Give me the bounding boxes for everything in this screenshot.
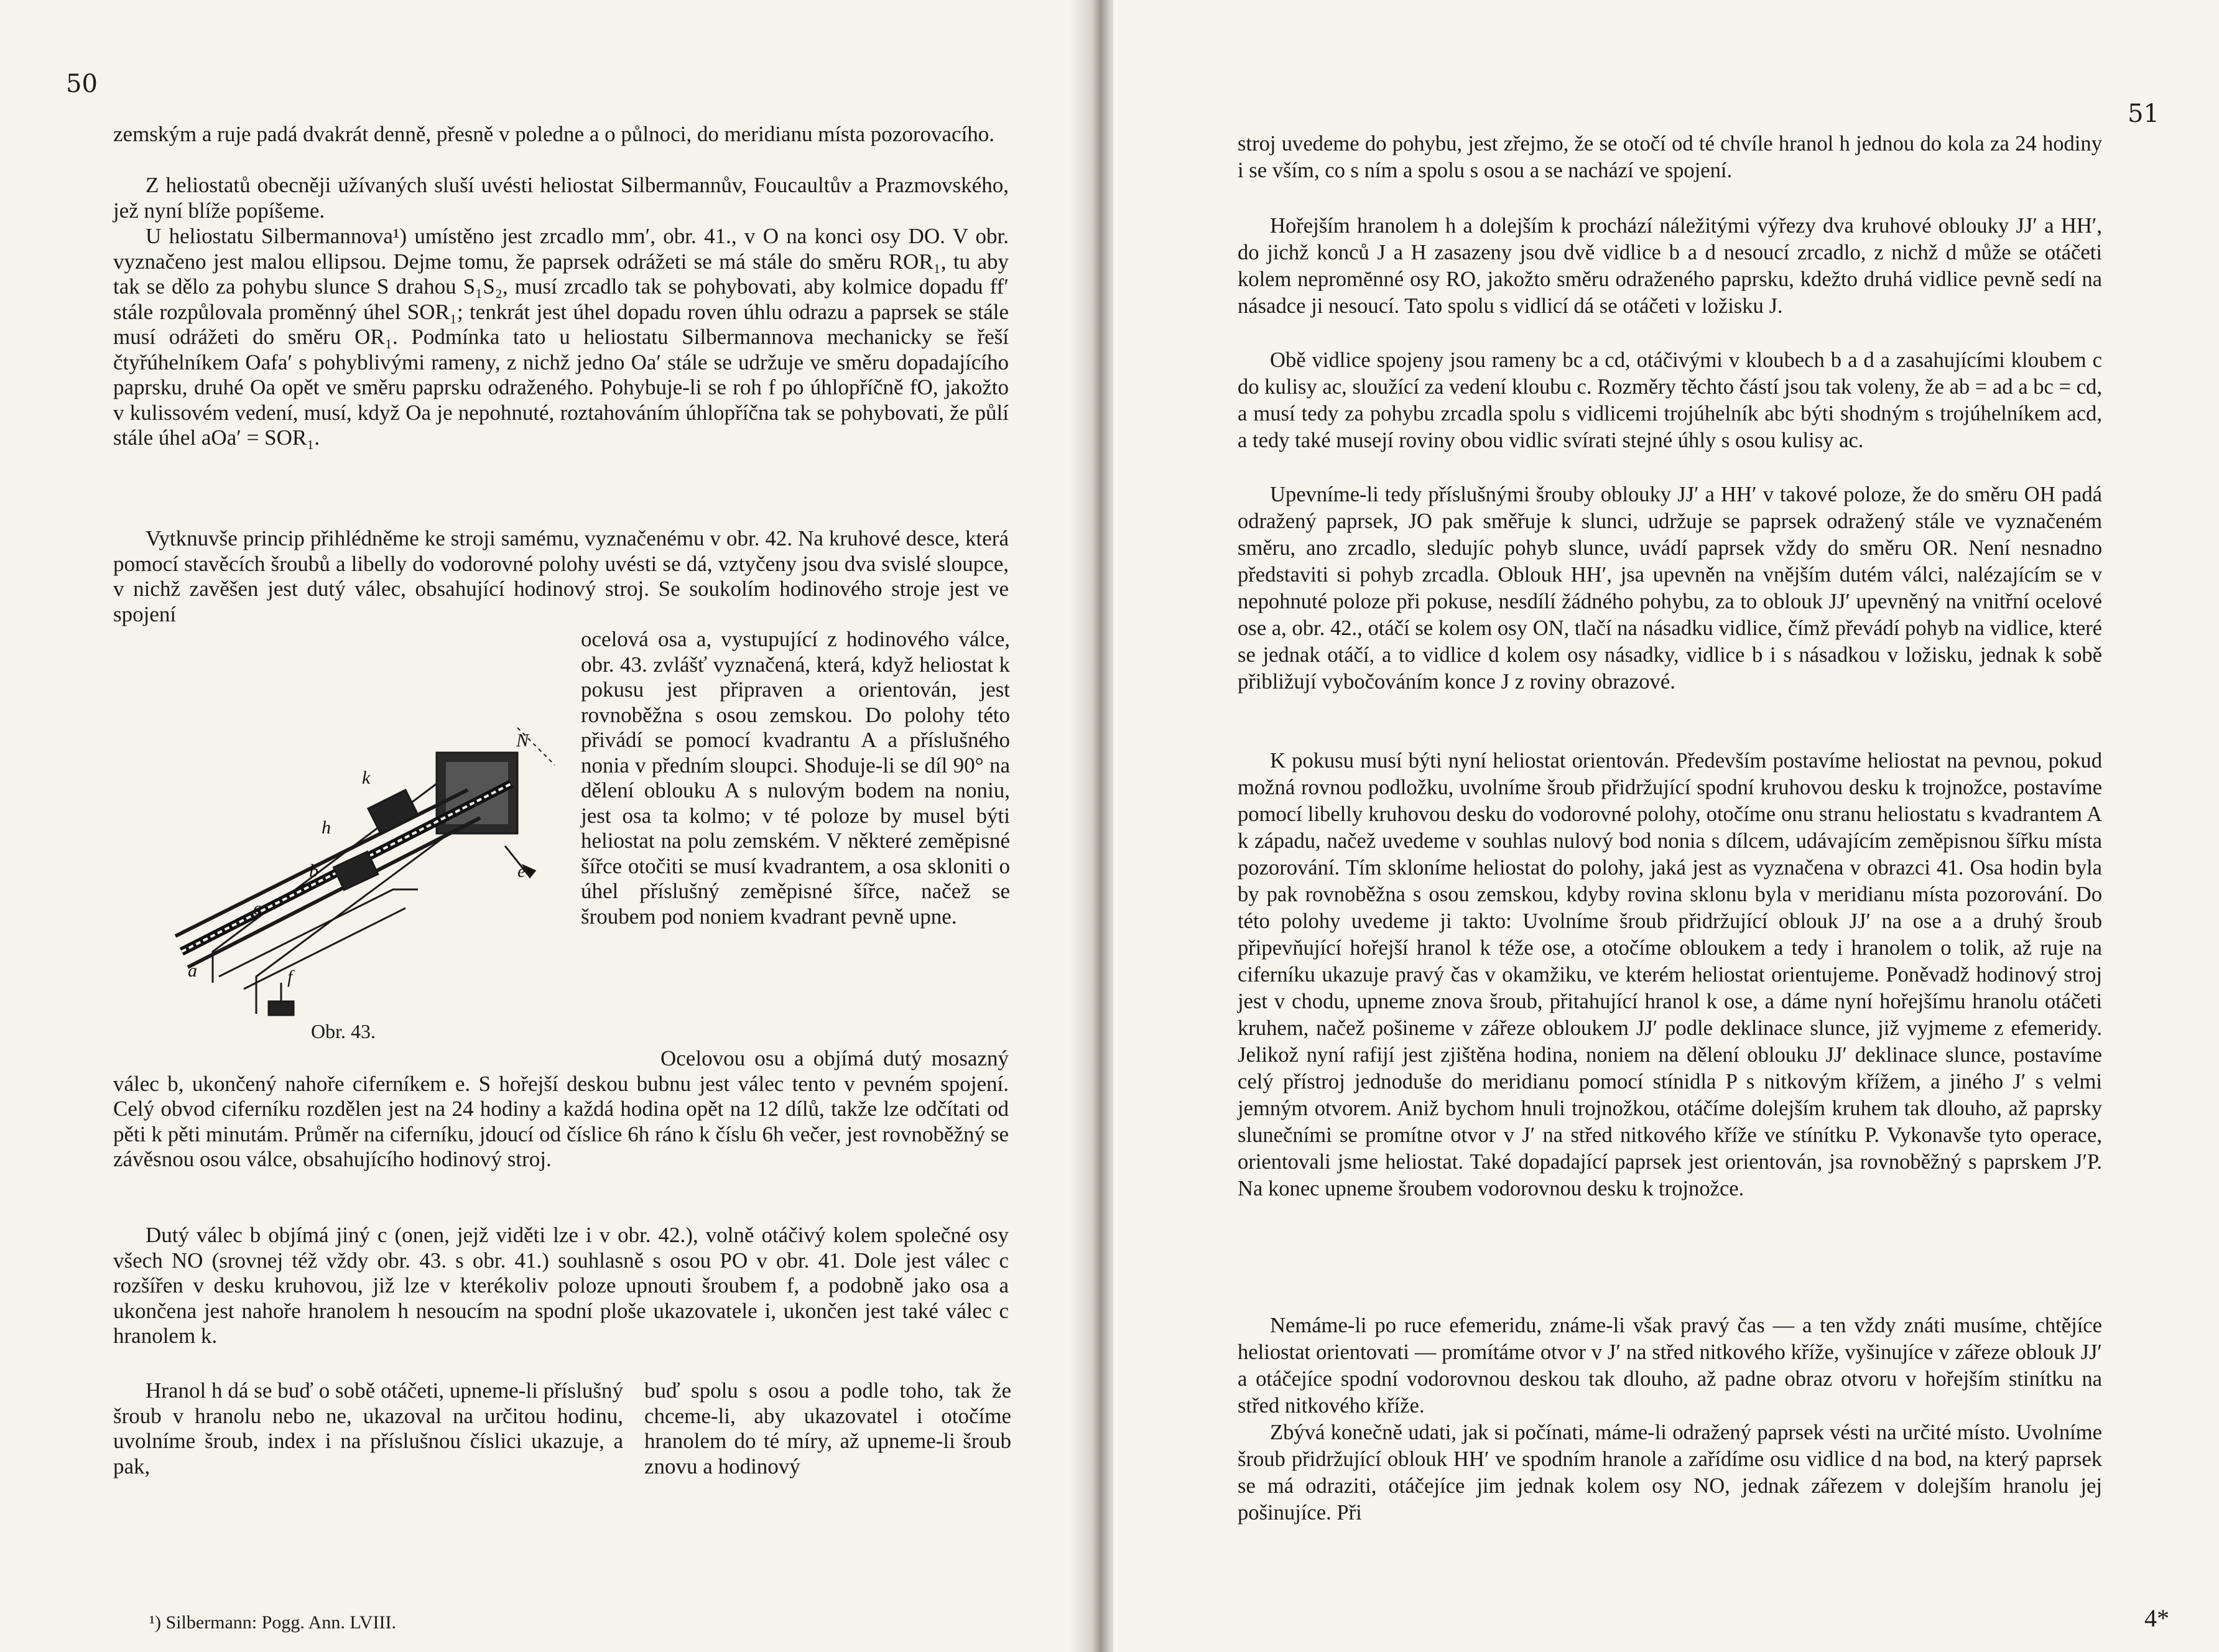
paragraph: U heliostatu Silbermannova¹) umístěno jest zrcadlo mm′, obr. 41., v O na konci osy DO. V obr. vyznačeno jest malou ellipsou. Dejme tomu, že paprsek odrážeti se má stále do směru ROR₁, tu aby tak se dělo za pohybu slunce S drahou S₁S₂, musí zrcadlo tak se pohybovati, aby kolmice dopadu ff′ stále rozpůlovala proměnný úhel SOR₁; tenkrát jest úhel dopadu roven úhlu odrazu a paprsek se stále musí odrážeti do směru OR₁. Podmínka tato u heliostatu Silbermannova mechanicky se řeší čtyřúhelníkem Oafa′ s pohyblivými rameny, z nichž jedno Oa′ stále se udržuje ve směru dopadajícího paprsku, druhé Oa opět ve směru paprsku odraženého. Pohybuje-li se roh f po úhlopříčně fO, jakožto v kulissovém vedení, musí, když Oa je nepohnuté, roztahováním úhlopříčna tak se pohybovati, že půlí stále úhel aOa′ = SOR₁.	[113, 224, 1009, 450]
paragraph: Upevníme-li tedy příslušnými šrouby oblouky JJ′ a HH′ v takové poloze, že do směru OH padá odražený paprsek, JO pak směřuje k slunci, udržuje se paprsek odražený stále ve vyznačeném směru, ano zrcadlo, sledujíc pohyb slunce, uvádí paprsek vždy do směru OR. Není nesnadno představiti si pohyb zrcadla. Oblouk HH′, jsa upevněn na vnějším dutém válci, nalézajícím se v nepohnuté poloze při pokuse, nesdílí žádného pohybu, za to oblouk JJ′ upevněný na vnitřní ocelové ose a, obr. 42., otáčí se kolem osy ON, tlačí na násadku vidlice, čímž převádí pohyb na vidlice, které se jednak otáčí, a to vidlice d kolem osy násadky, vidlice b i s násadkou v ložisku, jednak k sobě přibližují vybočováním konce J z roviny obrazové.	[1238, 483, 2102, 694]
page-number: 50	[66, 70, 98, 98]
paragraph: Ocelovou osu a objímá dutý mosazný válec b, ukončený nahoře ciferníkem e. S hořejší deskou bubnu jest válec tento v pevném spojení. Celý obvod ciferníku rozdělen jest na 24 hodiny a každá hodina opět na 12 dílů, takže lze odčítati od pěti k pěti minutám. Průměr na ciferníku, jdoucí od číslice 6h ráno k číslu 6h večer, jest rovnoběžný se závěsnou osou válce, obsahujícího hodinový stroj.	[113, 1046, 1009, 1171]
figure-label: a	[188, 960, 197, 981]
figure-label: c	[253, 898, 262, 919]
figure-caption: Obr. 43.	[311, 1020, 376, 1042]
paragraph: K pokusu musí býti nyní heliostat orientován. Především postavíme heliostat na pevnou, pokud možná rovnou podložku, uvolníme šroub přidržující spodní kruhovou desku k trojnožce, postavíme pomocí libelly kruhovou desku do vodorovné polohy, otočíme onu stranu heliostatu s kvadrantem A k západu, načež uvedeme v souhlas nulový bod nonia s dílcem, udávajícím zeměpisnou šířku místa pozorování. Tím skloníme heliostat do polohy, jaká jest as vyznačena v obrazci 41. Osa hodin byla by pak rovnoběžna s osou zemskou, kdyby rovina sklonu byla v meridianu místa pozorování. Do této polohy uvedeme ji takto: Uvolníme šroub přidržující oblouk JJ′ na ose a a druhý šroub připevňující hořejší hranol k téže ose, a otočíme obloukem a tedy i hranolem o tolik, až ruje na ciferníku ukazuje pravý čas v okamžiku, ve kterém heliostat orientujeme. Poněvadž hodinový stroj jest v chodu, upneme znova šroub, přitahující hranol k ose, a dáme nyní hořejšímu hranolu otáčeti kruhem, načež pošineme v zářeze obloukem JJ′ podle deklinace slunce, již vyjmeme z efemeridy. Jelikož nyní rafijí jest zjištěna hodina, noniem na dělení oblouku JJ′ deklinace slunce, postavíme celý přístroj jednoduše do meridianu pomocí stínidla P s nitkovým křížem, a jiného J′ s velmi jemným otvorem. Aniž bychom hnuli trojnožkou, otáčíme dolejším kruhem tak dlouho, až paprsky slunečními se promítne otvor v J′ na střed nitkového kříže ve stínítku P. Vykonavše tyto operace, orientovali jsme heliostat. Také dopadající paprsek jest orientován, jsa rovnoběžný s paprskem J′P. Na konec upneme šroubem vodorovnou desku k trojnožce.	[1238, 749, 2102, 1200]
paragraph: Obě vidlice spojeny jsou rameny bc a cd, otáčivými v kloubech b a d a zasahujícími kloubem c do kulisy ac, sloužící za vedení kloubu c. Rozměry těchto částí jsou tak voleny, že ab = ad a bc = cd, a musí tedy za pohybu zrcadla spolu s vidlicemi trojúhelník abc býti shodným s trojúhelníkem acd, a tedy také musejí roviny obou vidlic svírati stejné úhly s osou kulisy ac.	[1238, 348, 2102, 452]
paragraph: Zbývá konečně udati, jak si počínati, máme-li odražený paprsek vésti na určité místo. Uvolníme šroub přidržující oblouk HH′ ve spodním hranole a zařídíme osu vidlice d na bod, na který paprsek se má odraziti, otáčejíce jim jednak kolem osy NO, jednak zářezem v dolejším hranolu jej pošinujíce. Při	[1238, 1421, 2102, 1524]
paragraph: ocelová osa a, vystupující z hodinového válce, obr. 43. zvlášť vyznačená, která, když heliostat k pokusu jest připraven a orientován, jest rovnoběžna s osou zemskou. Do polohy této přivádí se pomocí kvadrantu A a příslušného nonia v předním sloupci. Shoduje-li se díl 90° na dělení oblouku A s nulovým bodem na noniu, jest osa ta kolmo; v té poloze by musel býti heliostat na polu zemském. V některé zeměpisné šířce otočiti se musí kvadrantem, a osa skloniti o úhel příslušný zeměpisné šířce, načež se šroubem pod noniem kvadrant pevně upne.	[581, 627, 1010, 929]
figure-label: b	[309, 861, 318, 881]
left-page	[0, 0, 1088, 1652]
paragraph: stroj uvedeme do pohybu, jest zřejmo, že se otočí od té chvíle hranol h jednou do kola za 24 hodiny i se vším, co s ním a spolu s osou a se nachází ve spojení.	[1238, 132, 2102, 182]
heliostat-axis-figure	[144, 690, 567, 1039]
paragraph: Dutý válec b objímá jiný c (onen, jejž viděti lze i v obr. 42.), volně otáčivý kolem společné osy všech NO (srovnej též vždy obr. 43. s obr. 41.) souhlasně s osou PO v obr. 41. Dole jest válec c rozšířen v desku kruhovou, již lze v kterékoliv poloze upnouti šroubem f, a podobně jako osa a ukončena jest nahoře hranolem h nesoucím na spodní ploše ukazovatele i, ukončen jest také válec c hranolem k.	[113, 1223, 1009, 1348]
figure-label: h	[322, 817, 331, 838]
paragraph: Z heliostatů obecněji užívaných sluší uvésti heliostat Silbermannův, Foucaultův a Prazmovského, jež nyní blíže popíšeme.	[113, 173, 1009, 223]
figure-label: e	[517, 861, 526, 881]
figure-label: k	[362, 768, 371, 788]
page-number: 51	[2128, 100, 2159, 128]
figure-label: N	[516, 730, 529, 751]
paragraph: Vytknuvše princip přihlédněme ke stroji samému, vyznačenému v obr. 42. Na kruhové desce, která pomocí stavěcích šroubů a libelly do vodorovné polohy uvésti se dá, vztyčeny jsou dva svislé sloupce, v nichž zavěšen jest dutý válec, obsahující hodinový stroj. Se soukolím hodinového stroje jest ve spojení	[113, 526, 1009, 626]
paragraph: Hořejším hranolem h a dolejším k prochází náležitými výřezy dva kruhové oblouky JJ′ a HH′, do jichž konců J a H zasazeny jsou dvě vidlice b a d nesoucí zrcadlo, z nichž d může se otáčeti kolem nepromĕnné osy RO, jakožto směru odraženého paprsku, kdežto druhá vidlice pevně sedí na násadce ji nesoucí. Tato spolu s vidlicí dá se otáčeti v ložisku J.	[1238, 214, 2102, 318]
paragraph: Hranol h dá se buď o sobě otáčeti, upneme-li příslušný šroub v hranolu nebo ne, ukazoval na určitou hodinu, uvolníme šroub, index i na příslušnou číslici ukazuje, a pak,	[113, 1378, 623, 1478]
footnote: ¹) Silbermann: Pogg. Ann. LVIII.	[149, 1612, 397, 1633]
figure-label: f	[287, 967, 293, 987]
paragraph: zemským a ruje padá dvakrát denně, přesně v poledne a o půlnoci, do meridianu místa pozorovacího.	[113, 122, 995, 146]
paragraph: Nemáme-li po ruce efemeridu, známe-li však pravý čas — a ten vždy znáti musíme, chtějíce heliostat orientovati — promítáme otvor v J′ na střed nitkového kříže, vyšinujíce v zářeze oblouk JJ′ a otáčejíce spodní vodorovnou deskou tak dlouho, až padne obraz otvoru v hořejším stinítku na střed nitkového kříže.	[1238, 1314, 2102, 1418]
paragraph: buď spolu s osou a podle toho, tak že chceme-li, aby ukazovatel i otočíme hranolem do té míry, až upneme-li šroub znovu a hodinový	[644, 1378, 1011, 1478]
signature-mark: 4*	[2144, 1604, 2169, 1632]
